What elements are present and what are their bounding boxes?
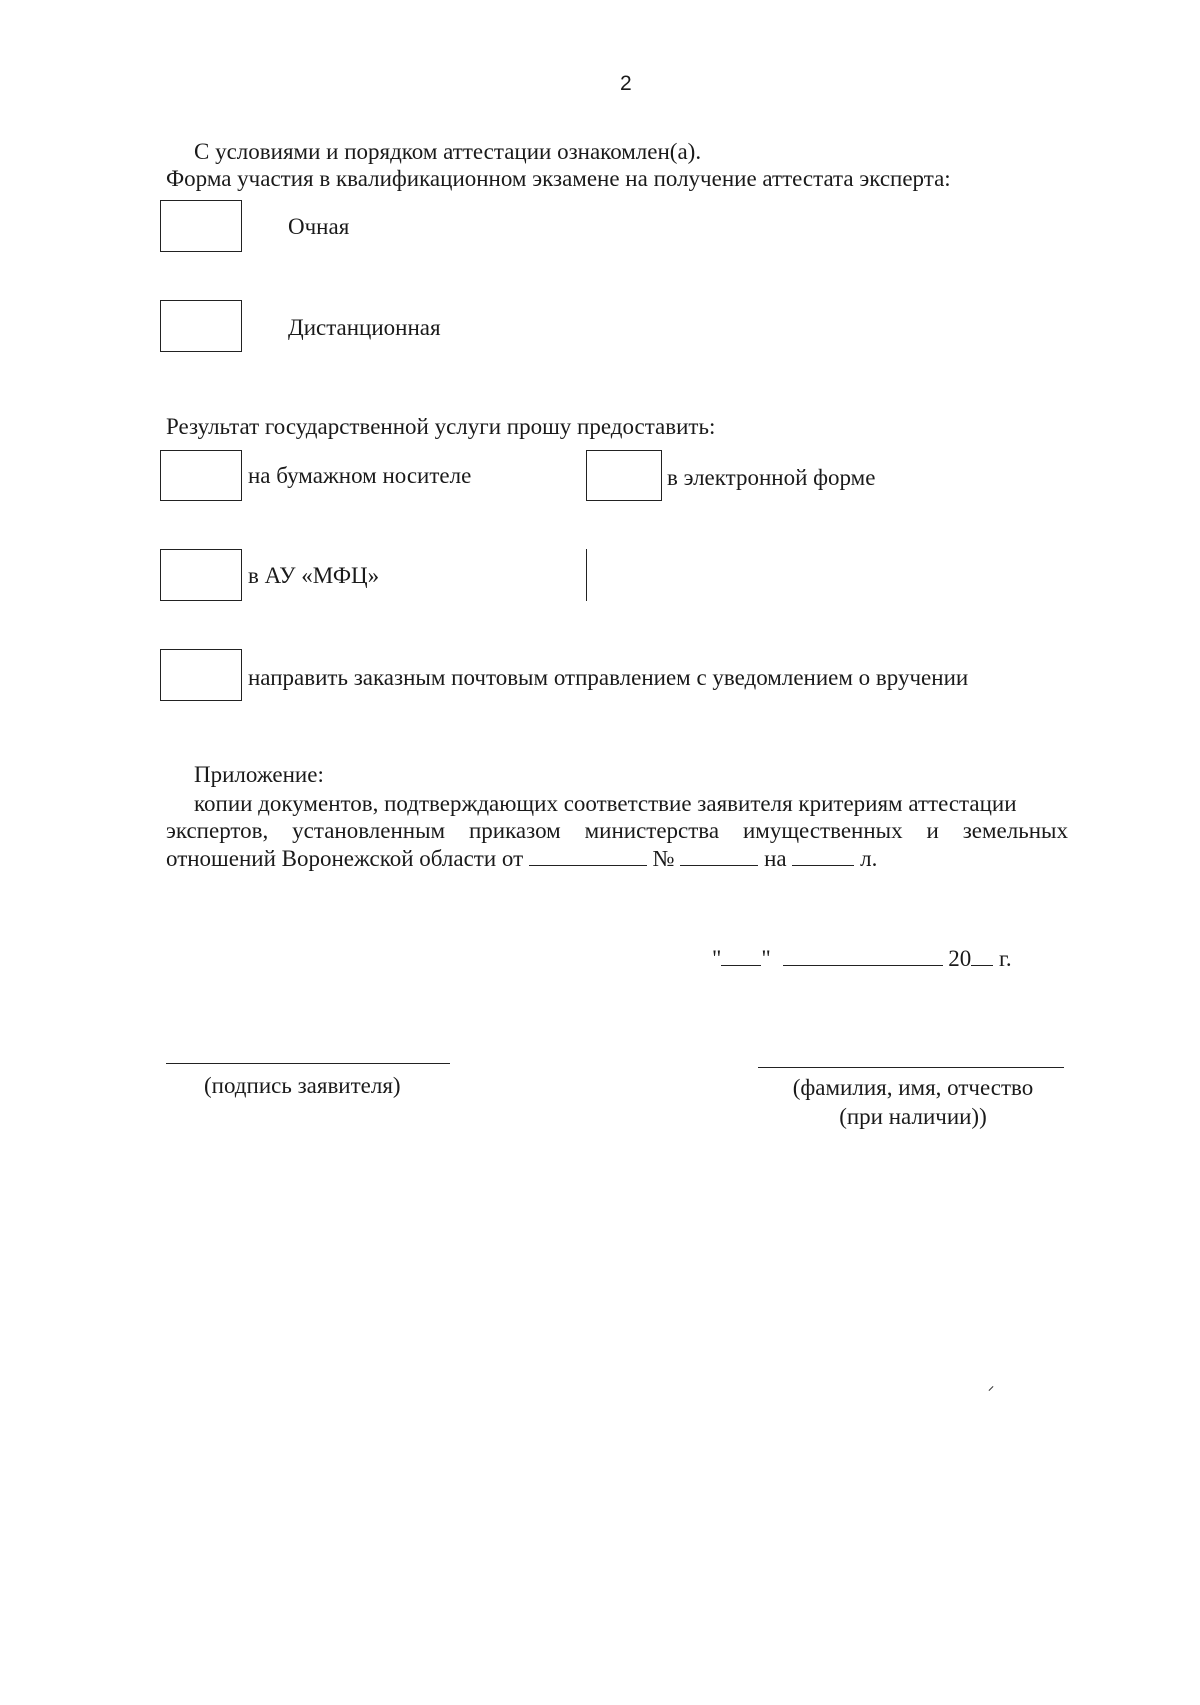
option-remote-label: Дистанционная: [288, 315, 441, 340]
date-quote-close: ": [761, 946, 771, 971]
attachment-heading: Приложение:: [194, 762, 324, 787]
order-number-sign: №: [652, 846, 675, 871]
full-name-caption-2: (при наличии)): [839, 1104, 987, 1129]
attachment-line-3: [166, 845, 877, 873]
intro-text: С условиями и порядком аттестации ознакомлен(а).: [194, 139, 702, 164]
checkbox-mfc[interactable]: [160, 549, 242, 601]
day-blank[interactable]: [721, 947, 761, 966]
sheet-count-blank[interactable]: [792, 847, 854, 866]
table-divider-line: [586, 549, 587, 601]
page-number: 2: [620, 72, 632, 95]
checkbox-electronic[interactable]: [586, 450, 662, 501]
attachment-line-1: копии документов, подтверждающих соответствие заявителя критериям аттестации: [194, 791, 1017, 816]
order-date-blank[interactable]: [529, 847, 647, 866]
year-prefix: 20: [948, 946, 972, 971]
applicant-signature-line[interactable]: [166, 1063, 450, 1064]
option-mail-label: направить заказным почтовым отправлением с уведомлением о вручении: [248, 665, 969, 690]
attachment-line-2: экспертов, установленным приказом министерства имущественных и земельных: [166, 818, 1068, 843]
order-number-blank[interactable]: [680, 847, 758, 866]
checkbox-mail[interactable]: [160, 649, 242, 701]
exam-form-label: Форма участия в квалификационном экзамене на получение аттестата эксперта:: [166, 166, 951, 191]
year-blank[interactable]: [971, 947, 993, 966]
option-electronic-label: в электронной форме: [667, 465, 876, 490]
result-label: Результат государственной услуги прошу предоставить:: [166, 414, 716, 439]
month-blank[interactable]: [783, 947, 943, 966]
date-line: [712, 945, 1012, 973]
full-name-caption-1: (фамилия, имя, отчество: [792, 1075, 1034, 1100]
checkbox-paper[interactable]: [160, 450, 242, 501]
sheet-unit-label: л.: [860, 846, 878, 871]
option-paper-label: на бумажном носителе: [248, 463, 472, 488]
attachment-line-3-start: отношений Воронежской области от: [166, 846, 524, 871]
year-suffix: г.: [999, 946, 1012, 971]
option-mfc-label: в АУ «МФЦ»: [248, 563, 380, 588]
option-in-person-label: Очная: [288, 214, 350, 239]
stray-mark: [989, 1386, 994, 1391]
applicant-signature-caption: (подпись заявителя): [204, 1073, 401, 1098]
full-name-line[interactable]: [758, 1067, 1064, 1068]
checkbox-in-person[interactable]: [160, 200, 242, 252]
date-quote-open: ": [712, 946, 722, 971]
checkbox-remote[interactable]: [160, 300, 242, 352]
attachment-on-label: на: [764, 846, 787, 871]
